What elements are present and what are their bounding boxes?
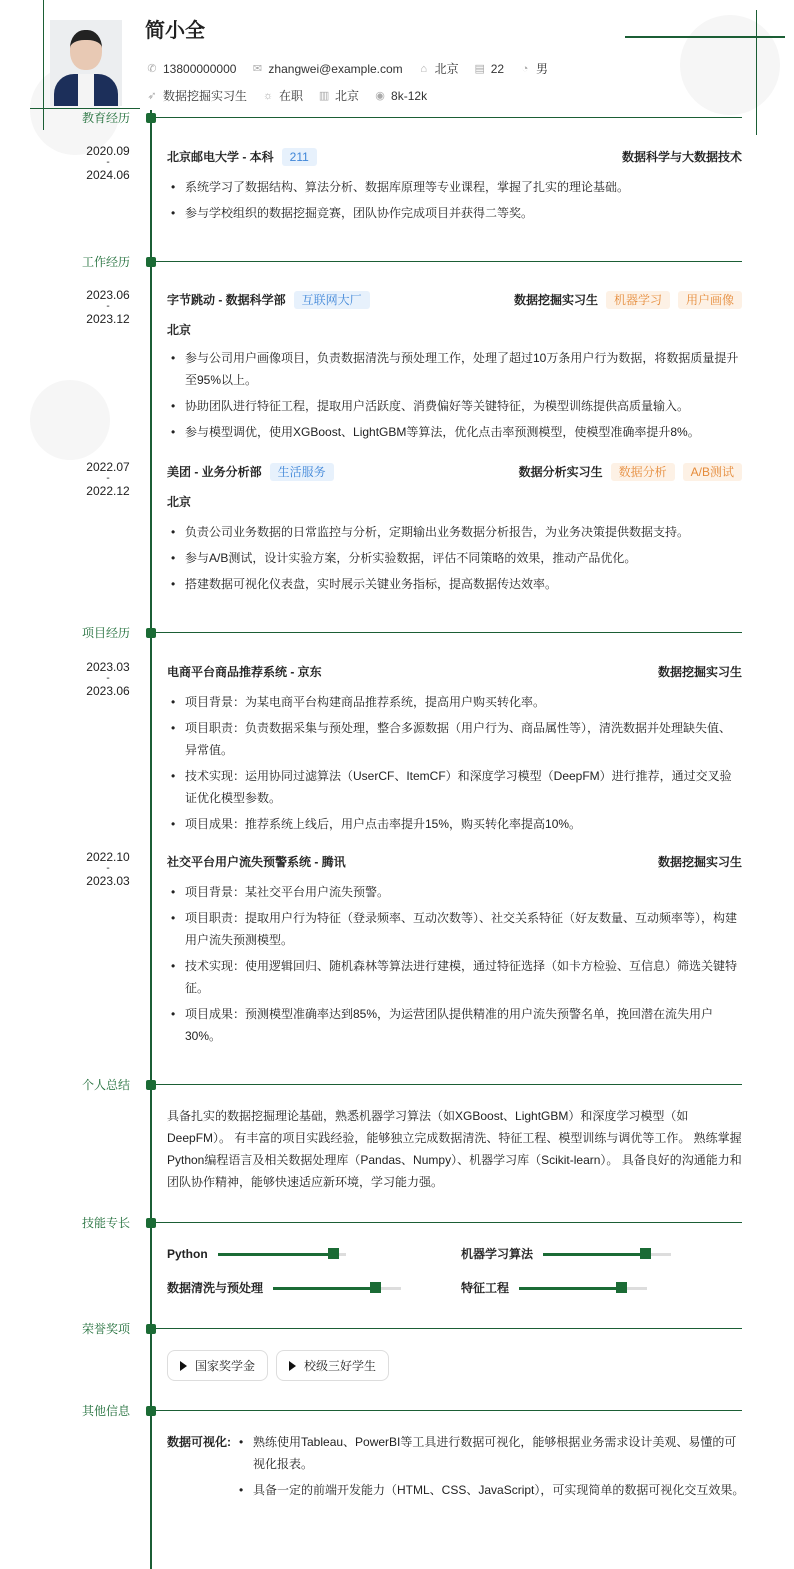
honor-item[interactable]: 国家奖学金 (167, 1350, 268, 1381)
skill-bar (543, 1253, 671, 1256)
section-marker (146, 257, 156, 267)
section-divider (156, 632, 742, 633)
skill-feature: 特征工程 (461, 1278, 647, 1298)
section-marker (146, 113, 156, 123)
play-icon (180, 1361, 187, 1371)
status: 在职 (279, 89, 304, 103)
profile-photo (50, 20, 122, 106)
section-divider (156, 117, 742, 118)
major: 数据科学与大数据技术 (621, 150, 742, 164)
skill-python: Python (167, 1244, 346, 1264)
section-title-work: 工作经历 (81, 255, 130, 269)
other-label: 数据可视化: (167, 1435, 231, 1449)
education-header: 北京邮电大学 - 本科 211 数据科学与大数据技术 (167, 146, 742, 168)
phone-icon: ✆ (147, 63, 157, 75)
city: 北京 (434, 62, 459, 76)
work-location: 北京 (167, 323, 192, 337)
section-marker (146, 1324, 156, 1334)
section-title-summary: 个人总结 (81, 1078, 130, 1092)
salary-icon: ◉ (375, 90, 385, 102)
gender-icon: ◔ (521, 63, 529, 75)
work-header: 字节跳动 - 数据科学部 互联网大厂 数据挖掘实习生 机器学习 用户画像 (167, 289, 742, 311)
education-bullets: • 系统学习了数据结构、算法分析、数据库原理等专业课程，掌握了扎实的理论基础。 • 参与学校组织的数据挖掘竞赛，团队协作完成项目并获得二等奖。 (167, 176, 742, 228)
date-range: 2023.03 - 2023.06 (86, 660, 130, 698)
skill-bar (218, 1253, 346, 1256)
date-range: 2022.07 - 2022.12 (86, 460, 130, 498)
building-icon: ▥ (318, 90, 330, 102)
work-bullets: • 负责公司业务数据的日常监控与分析，定期输出业务数据分析报告，为业务决策提供数据支持。 • 参与A/B测试，设计实验方案，分析实验数据，评估不同策略的效果，推动产品优化。 • 搭建数据可视化仪表盘，实时展示关键业务指标，提高数据传达效率。 (167, 521, 742, 599)
section-divider (156, 1328, 742, 1329)
honor-item[interactable]: 校级三好学生 (276, 1350, 389, 1381)
section-title-skills: 技能专长 (81, 1216, 130, 1230)
section-title-honors: 荣誉奖项 (81, 1322, 130, 1336)
section-marker (146, 1406, 156, 1416)
send-icon: ➶ (147, 90, 157, 102)
candidate-name: 简小全 (145, 20, 205, 42)
status-icon: ☼ (262, 90, 274, 102)
salary: 8k-12k (391, 89, 428, 103)
intent-row (145, 87, 427, 105)
section-title-education: 教育经历 (81, 111, 130, 125)
project-bullets: • 项目背景：某社交平台用户流失预警。 • 项目职责：提取用户行为特征（登录频率、互动次数等）、社交关系特征（好友数量、互动频率等），构建用户流失预测模型。 • 技术实现：使用逻辑回归、随机森林等算法进行建模，通过特征选择（如卡方检验、互信息）筛选关键特征。 • 项目成果：预测模型准确率达到85%，为运营团队提供精准的用户流失预警名单，挽回潜在流失用户30%。 (167, 881, 742, 1051)
decor-circle (680, 15, 780, 115)
school-tag: 211 (282, 148, 317, 166)
skill-cleaning: 数据清洗与预处理 (167, 1278, 401, 1298)
mail-icon: ✉ (252, 63, 263, 75)
work-bullets: • 参与公司用户画像项目，负责数据清洗与预处理工作，处理了超过10万条用户行为数据，将数据质量提升至95%以上。 • 协助团队进行特征工程，提取用户活跃度、消费偏好等关键特征，为模型训练提供高质量输入。 • 参与模型调优，使用XGBoost、LightGBM等算法，优化点击率预测模型，使模型准确率提升8%。 (167, 347, 742, 447)
gender: 男 (536, 62, 549, 76)
skill-bar (519, 1287, 647, 1290)
decor-line (756, 10, 757, 135)
project-header: 电商平台商品推荐系统 - 京东 数据挖掘实习生 (167, 665, 742, 679)
target-city: 北京 (335, 89, 360, 103)
skill-ml: 机器学习算法 (461, 1244, 671, 1264)
project-header: 社交平台用户流失预警系统 - 腾讯 数据挖掘实习生 (167, 855, 742, 869)
section-marker (146, 628, 156, 638)
date-range: 2022.10 - 2023.03 (86, 850, 130, 888)
project-bullets: • 项目背景：为某电商平台构建商品推荐系统，提高用户购买转化率。 • 项目职责：负责数据采集与预处理，整合多源数据（用户行为、商品属性等），清洗数据并处理缺失值、异常值。 • 技术实现：运用协同过滤算法（UserCF、ItemCF）和深度学习模型（DeepFM）进行推荐，通过交叉验证优化模型参数。 • 项目成果：推荐系统上线后，用户点击率提升15%，购买转化率提高10%。 (167, 691, 742, 839)
age-icon: ▤ (474, 63, 485, 75)
home-icon: ⌂ (420, 63, 427, 75)
date-range: 2023.06 - 2023.12 (86, 288, 130, 326)
target-job: 数据挖掘实习生 (163, 89, 248, 103)
work-header: 美团 - 业务分析部 生活服务 数据分析实习生 数据分析 A/B测试 (167, 461, 742, 483)
other-bullets: • 熟练使用Tableau、PowerBI等工具进行数据可视化，能够根据业务需求设计美观、易懂的可视化报表。 • 具备一定的前端开发能力（HTML、CSS、JavaScript），可实现简单的数据可视化交互效果。 (235, 1431, 745, 1505)
date-range: 2020.09 - 2024.06 (86, 144, 130, 182)
decor-line (30, 108, 140, 109)
section-marker (146, 1218, 156, 1228)
section-title-other: 其他信息 (81, 1404, 130, 1418)
section-divider (156, 1222, 742, 1223)
email: zhangwei@example.com (268, 62, 403, 76)
timeline (150, 110, 152, 1569)
summary-text: 具备扎实的数据挖掘理论基础，熟悉机器学习算法（如XGBoost、LightGBM）和深度学习模型（如DeepFM）。 有丰富的项目实践经验，能够独立完成数据清洗、特征工程、模型训练与调优等工作。 熟练掌握Python编程语言及相关数据处理库（Pandas、Numpy）、机器学习库（Scikit-learn）。 具备良好的沟通能力和团队协作精神，能够快速适应新环境，学习能力强。 (167, 1109, 742, 1189)
work-location: 北京 (167, 495, 192, 509)
phone: 13800000000 (163, 62, 237, 76)
section-divider (156, 261, 742, 262)
section-divider (156, 1084, 742, 1085)
section-marker (146, 1080, 156, 1090)
decor-line (43, 0, 44, 130)
play-icon (289, 1361, 296, 1371)
age: 22 (490, 62, 505, 76)
decor-line (625, 36, 785, 38)
decor-circle (30, 380, 110, 460)
skill-bar (273, 1287, 401, 1290)
section-title-projects: 项目经历 (81, 626, 130, 640)
contact-row (145, 60, 548, 78)
section-divider (156, 1410, 742, 1411)
